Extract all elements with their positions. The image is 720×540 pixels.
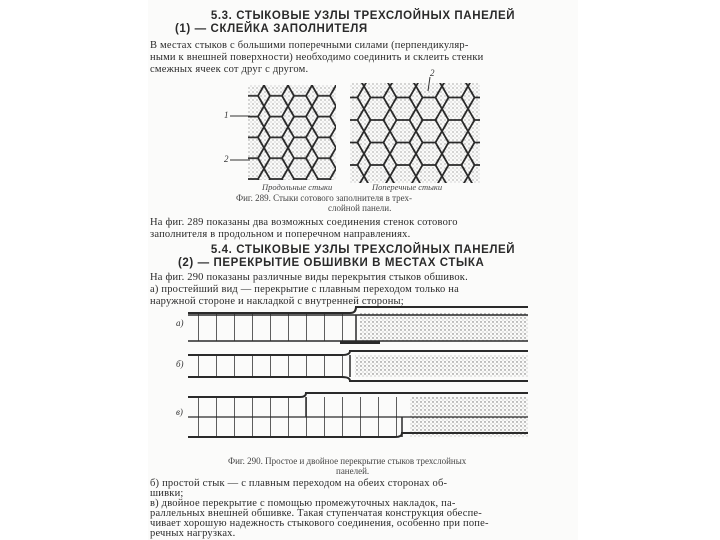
label-b: б) — [176, 359, 184, 369]
paragraph-line: речных нагрузках. — [150, 528, 236, 539]
joint-b — [188, 351, 528, 381]
paragraph-line: чивает хорошую надежность стыкового соединения, особенно при попе- — [150, 518, 489, 529]
paragraph-line: в) двойное перекрытие с помощью промежуточных накладок, па- — [150, 498, 456, 509]
paragraph-line: б) простой стык — с плавным переходом на обеих сторонах об- — [150, 478, 448, 489]
paragraph-line: В местах стыков с большими поперечными силами (перпендикуляр- — [150, 40, 469, 51]
paragraph-line: наружной стороне и накладкой с внутренней стороны; — [150, 296, 404, 307]
figure-290-caption-2: панелей. — [336, 466, 370, 476]
joint-a — [188, 307, 528, 344]
paragraph-line: раллельных внешней обшивке. Такая ступенчатая конструкция обеспе- — [150, 508, 482, 519]
label-longitudinal: Продольные стыки — [262, 182, 333, 192]
label-transverse: Поперечные стыки — [372, 182, 443, 192]
paragraph-line: а) простейший вид — перекрытие с плавным переходом только на — [150, 284, 459, 295]
paragraph-line: На фиг. 289 показаны два возможных соединения стенок сотового — [150, 217, 458, 228]
figure-289-caption-2: слойной панели. — [328, 203, 392, 213]
joint-c — [188, 393, 528, 437]
marker-2-top: 2 — [430, 68, 435, 78]
section-subheading-5-4: (2) — ПЕРЕКРЫТИЕ ОБШИВКИ В МЕСТАХ СТЫКА — [178, 257, 485, 269]
label-a: а) — [176, 318, 184, 328]
paragraph-line: смежных ячеек сот друг с другом. — [150, 64, 309, 75]
section-subheading-5-3: (1) — СКЛЕЙКА ЗАПОЛНИТЕЛЯ — [175, 23, 368, 35]
section-heading-5-3: 5.3. СТЫКОВЫЕ УЗЛЫ ТРЕХСЛОЙНЫХ ПАНЕЛЕЙ — [210, 10, 516, 22]
marker-1: 1 — [224, 110, 229, 120]
paragraph-line: ными к внешней поверхности) необходимо соединить и склеить стенки — [150, 52, 484, 63]
paragraph-line: заполнителя в продольном и поперечном направлениях. — [150, 229, 411, 240]
figure-290-caption: Фиг. 290. Простое и двойное перекрытие стыков трехслойных — [228, 456, 467, 466]
figure-290-joints — [0, 305, 720, 445]
section-heading-5-4: 5.4. СТЫКОВЫЕ УЗЛЫ ТРЕХСЛОЙНЫХ ПАНЕЛЕЙ — [210, 244, 516, 256]
marker-2: 2 — [224, 154, 229, 164]
paragraph-line: На фиг. 290 показаны различные виды перекрытия стыков обшивок. — [150, 272, 468, 283]
label-c: в) — [176, 407, 183, 417]
figure-289-caption: Фиг. 289. Стыки сотового заполнителя в трех- — [236, 193, 412, 203]
paragraph-line: шивки; — [150, 488, 184, 499]
